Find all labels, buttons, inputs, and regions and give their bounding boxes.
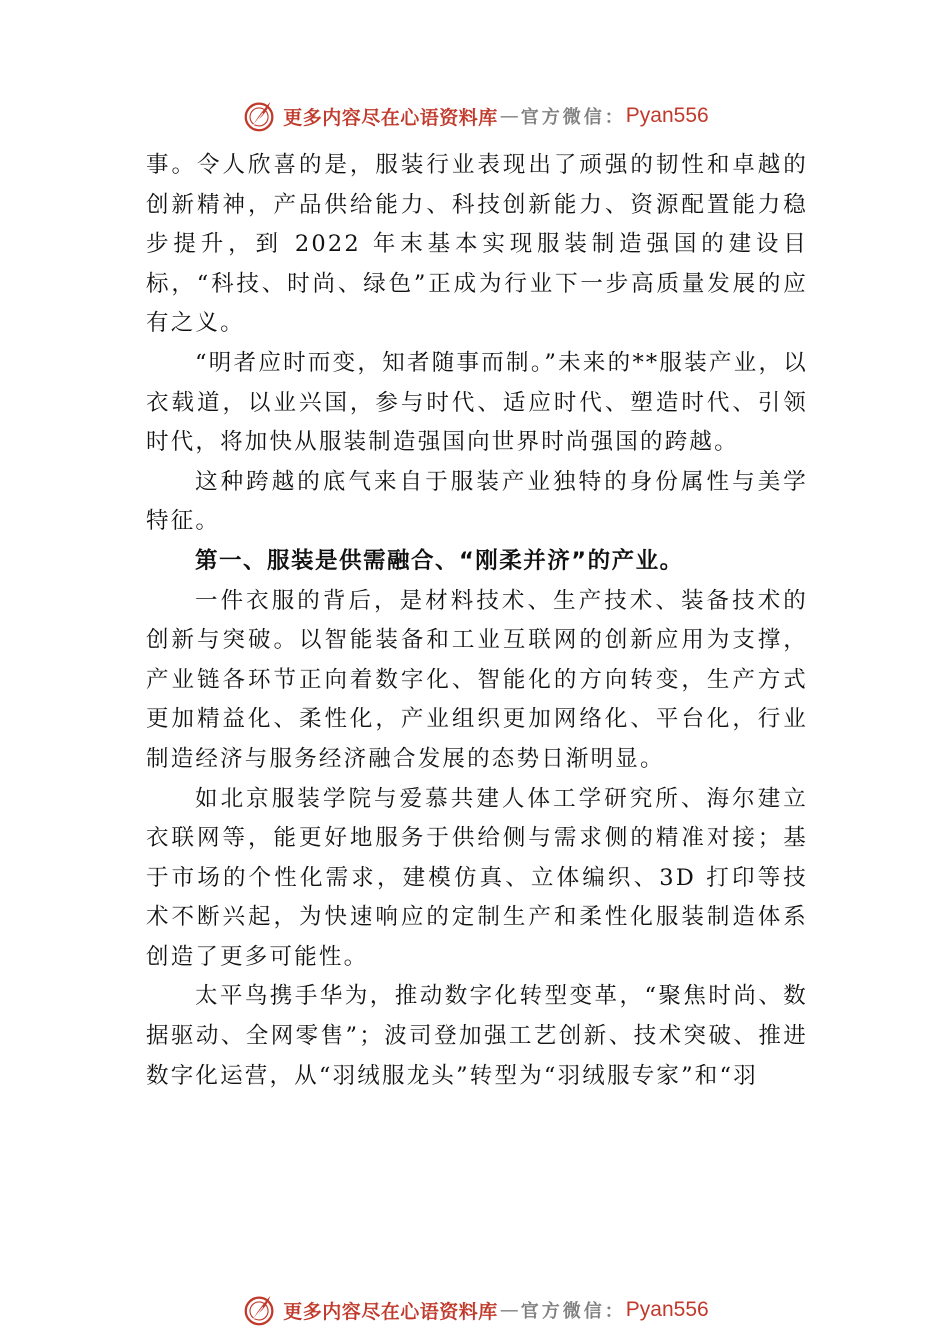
feather-pen-logo-icon	[241, 1291, 279, 1329]
feather-pen-logo-icon	[241, 97, 279, 135]
separator-dash: —	[499, 105, 519, 127]
header-banner	[0, 96, 950, 136]
section-heading: 第一、服装是供需融合、“刚柔并济”的产业。	[195, 547, 684, 574]
paragraph: 一件衣服的背后，是材料技术、生产技术、装备技术的创新与突破。以智能装备和工业互联网的创新应用为支撑， 产业链各环节正向着数字化、智能化的方向转变，生产方式更加精益化、柔性化，产业组织更加网络化、平台化，行业制造经济与服务经济融合发展的态势日渐明显。	[146, 587, 808, 772]
wechat-id: Pyan556	[625, 1298, 709, 1321]
footer-banner	[0, 1290, 950, 1330]
paragraph: 太平鸟携手华为，推动数字化转型变革，“聚焦时尚、数据驱动、全网零售”；波司登加强工艺创新、技术突破、推进数字化运营，从“羽绒服龙头”转型为“羽绒服专家”和“羽	[146, 983, 808, 1089]
wechat-label: 官方微信：	[520, 1301, 626, 1322]
paragraph: 如北京服装学院与爱慕共建人体工学研究所、海尔建立衣联网等，能更好地服务于供给侧与需求侧的精准对接；基于市场的个性化需求，建模仿真、立体编织、3D 打印等技术不断兴起，为快速响应的定制生产和柔性化服装制造体系创造了更多可能性。	[146, 785, 808, 970]
paragraph: 事。令人欣喜的是，服装行业表现出了顽强的韧性和卓越的创新精神，产品供给能力、科技创新能力、资源配置能力稳步提升，到 2022 年末基本实现服装制造强国的建设目标，“科技、时尚、绿色”正成为行业下一步高质量发展的应有之义。	[146, 152, 808, 337]
brand-name: 更多内容尽在心语资料库	[283, 106, 498, 129]
brand-name: 更多内容尽在心语资料库	[283, 1300, 498, 1323]
wechat-label: 官方微信：	[520, 107, 626, 128]
paragraph: “明者应时而变，知者随事而制。”未来的**服装产业，以衣载道，以业兴国，参与时代、适应时代、塑造时代、引领时代，将加快从服装制造强国向世界时尚强国的跨越。	[146, 349, 808, 456]
separator-dash: —	[499, 1299, 519, 1321]
document-body	[146, 146, 808, 1096]
paragraph: 这种跨越的底气来自于服装产业独特的身份属性与美学特征。	[146, 468, 808, 535]
wechat-id: Pyan556	[625, 104, 709, 127]
